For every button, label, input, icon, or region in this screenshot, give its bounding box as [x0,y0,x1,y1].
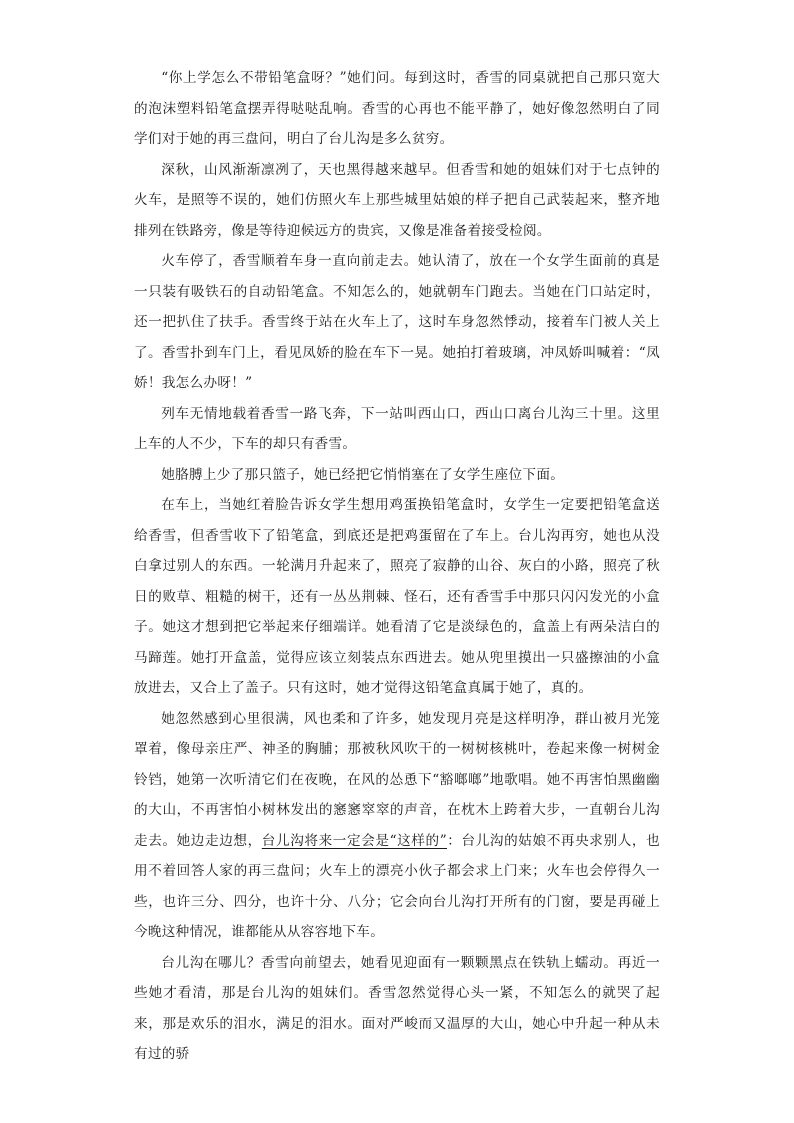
paragraph-3: 火车停了，香雪顺着车身一直向前走去。她认清了，放在一个女学生面前的真是一只装有吸铁石的自动铅笔盒。不知怎么的，她就朝车门跑去。当她在门口站定时，还一把扒住了扶手。香雪终于站在火车上了，这时车身忽然悸动，接着车门被人关上了。香雪扑到车门上，看见凤娇的脸在车下一晃。她拍打着玻璃，冲凤娇叫喊着：“凤娇！我怎么办呀！” [134,253,660,391]
paragraph-8: 台儿沟在哪儿？香雪向前望去，她看见迎面有一颗颗黑点在铁轨上蠕动。再近一些她才看清，那是台儿沟的姐妹们。香雪忽然觉得心头一紧，不知怎么的就哭了起来，那是欢乐的泪水，满足的泪水。面对严峻而又温厚的大山，她心中升起一种从未有过的骄 [134,954,660,1062]
paragraph-2: 深秋，山风渐渐凛冽了，天也黑得越来越早。但香雪和她的姐妹们对于七点钟的火车，是照等不误的，她们仿照火车上那些城里姑娘的样子把自己武装起来，整齐地排列在铁路旁，像是等待迎候远方的贵宾，又像是准备着接受检阅。 [134,161,660,239]
paragraph-6: 在车上，当她红着脸告诉女学生想用鸡蛋换铅笔盒时，女学生一定要把铅笔盒送给香雪，但香雪收下了铅笔盒，到底还是把鸡蛋留在了车上。台儿沟再穷，她也从没白拿过别人的东西。一轮满月升起来了，照亮了寂静的山谷、灰白的小路，照亮了秋日的败草、粗糙的树干，还有一丛丛荆棘、怪石，还有香雪手中那只闪闪发光的小盒子。她这才想到把它举起来仔细端详。她看清了它是淡绿色的，盒盖上有两朵洁白的马蹄莲。她打开盒盖，觉得应该立刻装点东西进去。她从兜里摸出一只盛擦油的小盒放进去，又合上了盖子。只有这时，她才觉得这铅笔盒真属于她了，真的。 [134,497,660,696]
paragraph-5: 她胳膊上少了那只篮子，她已经把它悄悄塞在了女学生座位下面。 [161,466,565,483]
paragraph-7-text-before: 她忽然感到心里很满，风也柔和了许多，她发现月亮是这样明净，群山被月光笼罩着，像母亲庄严、神圣的胸脯；那被秋风吹干的一树树核桃叶，卷起来像一树树金铃铛，她第一次听清它们在夜晚，在风的怂恿下“豁啷啷”地歌唱。她不再害怕黑幽幽的大山，不再害怕小树林发出的窸窸窣窣的声音，在枕木上跨着大步，一直朝台儿沟走去。她边走边想， [134,710,660,849]
paragraph-1: “你上学怎么不带铅笔盒呀？”她们问。每到这时，香雪的同桌就把自己那只宽大的泡沫塑料铅笔盒摆弄得哒哒乱响。香雪的心再也不能平静了，她好像忽然明白了同学们对于她的再三盘问，明白了台儿沟是多么贫穷。 [134,70,660,147]
paragraph-7-text-after: ：台儿沟的姑娘不再央求别人，也用不着回答人家的再三盘问；火车上的漂亮小伙子都会求上门来；火车也会停得久一些，也许三分、四分，也许十分、八分；它会向台儿沟打开所有的门窗，要是再碰上今晚这种情况，谁都能从从容容地下车。 [134,832,660,940]
paragraph-4: 列车无情地载着香雪一路飞奔，下一站叫西山口，西山口离台儿沟三十里。这里上车的人不少，下车的却只有香雪。 [134,405,660,452]
underlined-sentence: 台儿沟将来一定会是“这样的” [261,832,447,849]
paragraph-7 [134,704,660,948]
